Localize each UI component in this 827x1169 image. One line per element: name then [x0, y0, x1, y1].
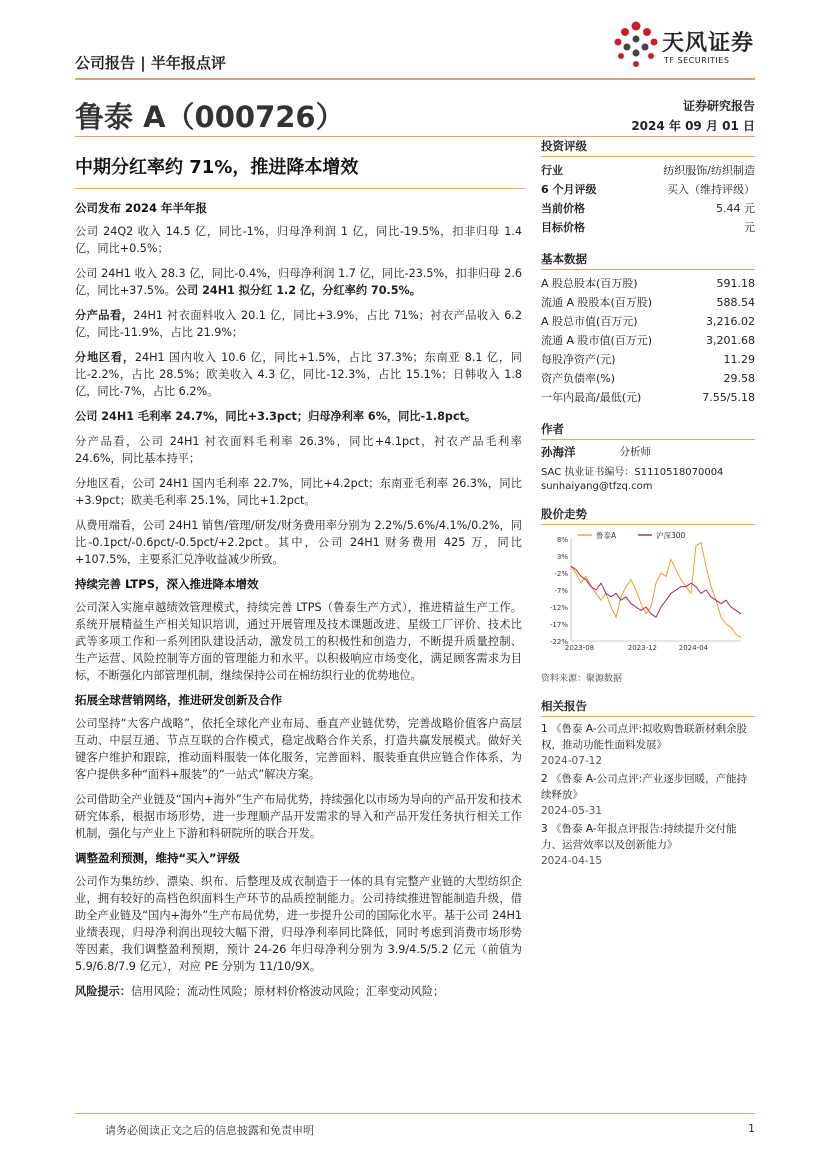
row-key: 资产负债率(%) [541, 372, 616, 385]
rating-table [541, 161, 755, 237]
related-date: 2024-04-15 [541, 855, 603, 867]
paragraph: 公司 24Q2 收入 14.5 亿，同比-1%，归母净利润 1 亿，同比-19.5%，扣非归母 1.4 亿，同比+0.5%； [75, 225, 522, 255]
x-tick-label: 2023-08 [564, 644, 595, 652]
data-row [541, 312, 755, 331]
rating-title: 投资评级 [541, 138, 755, 157]
basic-data-table [541, 274, 755, 407]
author-role: 分析师 [619, 446, 651, 458]
headline: 中期分红率约 71%，推进降本增效 [75, 157, 359, 178]
report-type: 证券研究报告 [682, 99, 755, 113]
paragraph: 公司作为集纺纱、漂染、织布、后整理及成衣制造于一体的具有完整产业链的大型纺织企业，拥有较好的高档色织面料生产环节的品质控制能力。公司持续推进智能制造升级，借助全产业链及“国内+海外”生产布局优势，进一步提升公司的国际化水平。基于公司 24H1 业绩表现，归母净利润出现较大幅下滑，归母净利率同比降低，同时考虑到消费市场形势等因素，我们调整盈利预期，预计 24-26 年归母净利分别为 3.9/4.5/5.2 亿元（前值为 5.9/6.8/7.9 亿元），对应 PE 分别为 11/10/9X。 [75, 875, 522, 973]
paragraph: 公司坚持“大客户战略”，依托全球化产业布局、垂直产业链优势，完善战略价值客户高层互动、中层互通、节点互联的合作模式，稳定战略合作关系，打造共赢发展模式。做好关键客户维护和跟踪，推动面料服装一体化服务，完善面料、服装垂直供应链合作体系，为客户提供多种“面料+服装”的“一站式”解决方案。 [75, 717, 522, 781]
tf-securities-logo [612, 18, 762, 73]
paragraph: 分地区看，公司 24H1 国内毛利率 22.7%，同比+4.2pct；东南亚毛利率 26.3%，同比+3.9pct；欧美毛利率 25.1%，同比+1.2pct。 [75, 477, 522, 507]
risk-paragraph [75, 983, 522, 1000]
data-row [541, 331, 755, 350]
logo-text: 天风证券 [662, 31, 755, 56]
legend-label: 沪深300 [656, 531, 686, 540]
related-date: 2024-05-31 [541, 805, 603, 817]
y-tick-label: 3% [556, 553, 568, 561]
margin-highlight: 公司 24H1 毛利率 24.7%，同比+3.3pct；归母净利率 6%，同比-1.8pct。 [75, 410, 477, 423]
paragraph: 公司借助全产业链及“国内+海外”生产布局优势，持续强化以市场为导向的产品开发和技术研究体系，根据市场形势，进一步理顺产品开发需求的导入和产品开发任务执行相关工作机制，强化与产业上下游和科研院所的联合开发。 [75, 793, 522, 840]
rating-row [541, 199, 755, 218]
row-key: 每股净资产(元) [541, 353, 616, 366]
author-email[interactable]: sunhaiyang@tfzq.com [541, 481, 653, 492]
risk-text: 信用风险；流动性风险；原材料价格波动风险；汇率变动风险； [130, 985, 445, 998]
rating-row [541, 180, 755, 199]
basic-data-title: 基本数据 [541, 251, 755, 270]
section-title: 公司发布 2024 年半年报 [75, 201, 208, 215]
stock-chart [541, 529, 755, 669]
legend-label: 鲁泰A [596, 531, 617, 540]
author-title: 作者 [541, 421, 755, 440]
row-key: 行业 [541, 164, 563, 177]
row-value: 588.54 [716, 296, 755, 309]
paragraph: 分产品看，公司 24H1 衬衣面料毛利率 26.3%，同比+4.1pct，衬衣产品毛利率 24.6%，同比基本持平； [75, 435, 522, 465]
sidebar [541, 138, 755, 871]
paragraph [75, 349, 522, 400]
footer-disclaimer: 请务必阅读正文之后的信息披露和免责申明 [105, 1124, 314, 1137]
author-line [541, 444, 755, 460]
logo-subtext: TF SECURITIES [664, 56, 730, 65]
row-value: 买入（维持评级） [667, 183, 755, 196]
row-key: A 股总股本(百万股) [541, 277, 638, 290]
main-body [75, 200, 522, 1008]
section-title: 调整盈利预测，维持“买入”评级 [75, 851, 240, 865]
lead-text: 分产品看， [75, 309, 134, 322]
risk-lead: 风险提示： [75, 985, 131, 998]
headline-divider [75, 188, 525, 189]
y-tick-label: -7% [554, 587, 568, 595]
stock-chart-svg [541, 529, 755, 659]
row-key: 当前价格 [541, 202, 585, 215]
y-tick-label: -17% [549, 621, 568, 629]
y-tick-label: -12% [549, 604, 568, 612]
paragraph-text: 24H1 国内收入 10.6 亿，同比+1.5%，占比 37.3%；东南亚 8.1 亿，同比-2.2%，占比 28.5%；欧美收入 4.3 亿，同比-12.3%，占比 15.1%；日韩收入 1.8 亿，同比-7%，占比 6.2%。 [75, 351, 522, 398]
row-value: 5.44 元 [716, 202, 755, 215]
row-key: 一年内最高/最低(元) [541, 391, 642, 404]
stock-chart-title: 股价走势 [541, 506, 755, 525]
row-key: A 股总市值(百万元) [541, 315, 638, 328]
y-tick-label: 8% [556, 536, 568, 544]
author-cert: SAC 执业证书编号：S1110518070004 [541, 467, 724, 478]
paragraph [75, 307, 522, 341]
related-item[interactable]: 3 《鲁泰 A-年报点评报告:持续提升交付能力、运营效率以及创新能力》 [541, 823, 737, 851]
section-title: 持续完善 LTPS，深入推进降本增效 [75, 577, 259, 591]
row-value: 7.55/5.18 [702, 391, 755, 404]
data-row [541, 388, 755, 407]
lead-text: 分地区看， [75, 351, 135, 364]
related-list [541, 721, 755, 867]
y-tick-label: -22% [549, 638, 568, 646]
data-row [541, 274, 755, 293]
paragraph-text: 公司 24H1 收入 28.3 亿，同比-0.4%，归母净利润 1.7 亿，同比-23.5%，扣非归母 2.6 亿，同比+37.5%。 [75, 267, 522, 297]
title-divider [75, 136, 755, 137]
row-key: 目标价格 [541, 221, 585, 234]
row-value: 29.58 [723, 372, 755, 385]
report-category: 公司报告 | 半年报点评 [75, 54, 226, 72]
page-number: 1 [748, 1122, 755, 1135]
x-tick-label: 2023-12 [627, 644, 658, 652]
series-line-1 [571, 566, 741, 617]
data-row [541, 293, 755, 312]
author-name: 孙海洋 [541, 445, 576, 459]
row-key: 6 个月评级 [541, 183, 597, 196]
related-title: 相关报告 [541, 698, 755, 717]
row-key: 流通 A 股市值(百万元) [541, 334, 653, 347]
row-value: 3,216.02 [706, 315, 755, 328]
row-value: 11.29 [723, 353, 755, 366]
paragraph [75, 265, 522, 299]
row-value: 3,201.68 [706, 334, 755, 347]
row-value: 元 [744, 221, 755, 234]
data-row [541, 369, 755, 388]
rating-row [541, 218, 755, 237]
row-key: 流通 A 股股本(百万股) [541, 296, 653, 309]
section-title: 拓展全球营销网络，推进研发创新及合作 [75, 693, 282, 707]
paragraph [75, 408, 522, 425]
y-tick-label: -2% [554, 570, 568, 578]
paragraph: 从费用端看，公司 24H1 销售/管理/研发/财务费用率分别为 2.2%/5.6%/4.1%/0.2%，同比-0.1pct/-0.6pct/-0.5pct/+2.2pct。其中，公司 24H1 财务费用 425 万，同比+107.5%，主要系汇兑净收益减少所致。 [75, 519, 522, 566]
stock-title: 鲁泰 A（000726） [75, 100, 345, 134]
related-item[interactable]: 2 《鲁泰 A-公司点评:产业逐步回暖，产能持续释放》 [541, 773, 748, 801]
dividend-highlight: 公司 24H1 拟分红 1.2 亿，分红率约 70.5%。 [175, 284, 421, 297]
related-item[interactable]: 1 《鲁泰 A-公司点评:拟收购鲁联新材剩余股权，推动功能性面料发展》 [541, 723, 748, 751]
row-value: 591.18 [716, 277, 755, 290]
report-date: 2024 年 09 月 01 日 [631, 119, 755, 133]
rating-row [541, 161, 755, 180]
paragraph: 公司深入实施卓越绩效管理模式，持续完善 LTPS（鲁泰生产方式），推进精益生产工作。系统开展精益生产相关知识培训，通过开展管理及技术课题改进、星级工厂评价、技术比武等多项工作和一系列团队建设活动，激发员工的积极性和创造力，不断提升质量控制、生产运营、风险控制等方面的管理能力和水平。以积极响应市场变化，满足顾客需求为目标，不断强化内部管理机制，继续保持公司在棉纺织行业的优势地位。 [75, 601, 522, 682]
logo-mark-icon [612, 20, 660, 68]
x-tick-label: 2024-04 [678, 644, 709, 652]
header-divider [75, 78, 755, 80]
paragraph-text: 24H1 衬衣面料收入 20.1 亿，同比+3.9%，占比 71%；衬衣产品收入 6.2 亿，同比-11.9%，占比 21.9%； [75, 309, 522, 339]
row-value: 纺织服饰/纺织制造 [663, 164, 755, 177]
chart-source: 资料来源：聚源数据 [541, 674, 623, 684]
related-date: 2024-07-12 [541, 755, 603, 767]
footer-divider [75, 1113, 755, 1114]
data-row [541, 350, 755, 369]
